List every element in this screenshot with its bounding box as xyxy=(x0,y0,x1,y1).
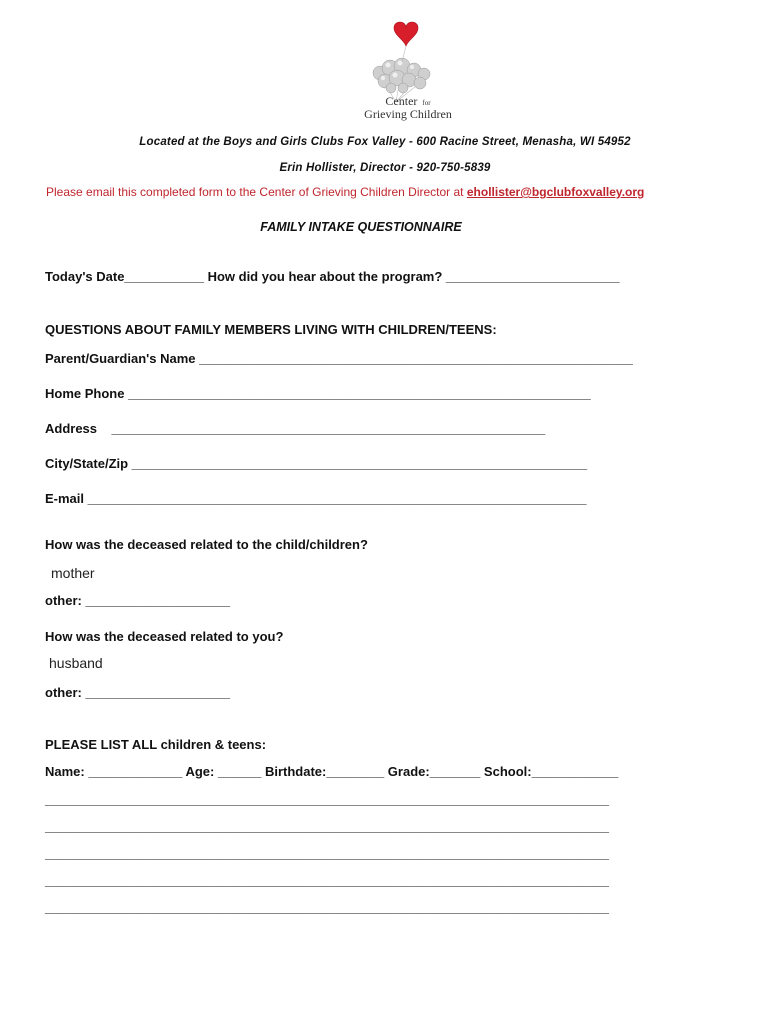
answer-deceased-relation-you[interactable]: husband xyxy=(49,655,103,671)
email-instruction-line xyxy=(46,185,644,199)
form-title: FAMILY INTAKE QUESTIONNAIRE xyxy=(260,220,462,234)
family-members-heading: QUESTIONS ABOUT FAMILY MEMBERS LIVING WITH CHILDREN/TEENS: xyxy=(45,322,497,337)
child-entry-line[interactable]: ______________________________________________________________________________ xyxy=(45,792,609,807)
children-columns-row[interactable]: Name: _____________ Age: ______ Birthdate:________ Grade:_______ School:____________ xyxy=(45,764,619,779)
other-relation-child-field[interactable]: other: ____________________ xyxy=(45,593,231,608)
child-entry-line[interactable]: ______________________________________________________________________________ xyxy=(45,846,609,861)
svg-text:Center for xyxy=(385,94,431,108)
child-entry-line[interactable]: ______________________________________________________________________________ xyxy=(45,873,609,888)
organization-logo xyxy=(358,18,458,128)
date-and-referral-field[interactable]: Today's Date___________ How did you hear about the program? ________________________ xyxy=(45,269,620,284)
location-line: Located at the Boys and Girls Clubs Fox Valley - 600 Racine Street, Menasha, WI 54952 xyxy=(139,136,631,148)
logo-text-center: Center xyxy=(385,94,418,108)
email-field[interactable]: E-mail _____________________________________________________________________ xyxy=(45,491,587,506)
child-entry-line[interactable]: ______________________________________________________________________________ xyxy=(45,819,609,834)
question-deceased-relation-child: How was the deceased related to the child/children? xyxy=(45,537,368,552)
email-instruction-text: Please email this completed form to the Center of Grieving Children Director at xyxy=(46,185,467,199)
logo-graphic xyxy=(358,18,458,128)
question-deceased-relation-you: How was the deceased related to you? xyxy=(45,629,284,644)
parent-guardian-name-field[interactable]: Parent/Guardian's Name ____________________________________________________________ xyxy=(45,351,633,366)
address-field[interactable]: Address ____________________________________________________________ xyxy=(45,421,546,436)
home-phone-field[interactable]: Home Phone ________________________________________________________________ xyxy=(45,386,591,401)
logo-text-grieving-children: Grieving Children xyxy=(364,107,452,121)
director-email-link[interactable]: ehollister@bgclubfoxvalley.org xyxy=(466,185,645,199)
logo-text-for: for xyxy=(422,99,431,107)
children-list-heading: PLEASE LIST ALL children & teens: xyxy=(45,737,267,752)
answer-deceased-relation-child[interactable]: mother xyxy=(51,565,95,581)
director-line: Erin Hollister, Director - 920-750-5839 xyxy=(279,162,491,174)
other-relation-you-field[interactable]: other: ____________________ xyxy=(45,685,231,700)
heart-icon xyxy=(394,22,418,46)
city-state-zip-field[interactable]: City/State/Zip _______________________________________________________________ xyxy=(45,456,588,471)
child-entry-line[interactable]: ______________________________________________________________________________ xyxy=(45,900,609,915)
